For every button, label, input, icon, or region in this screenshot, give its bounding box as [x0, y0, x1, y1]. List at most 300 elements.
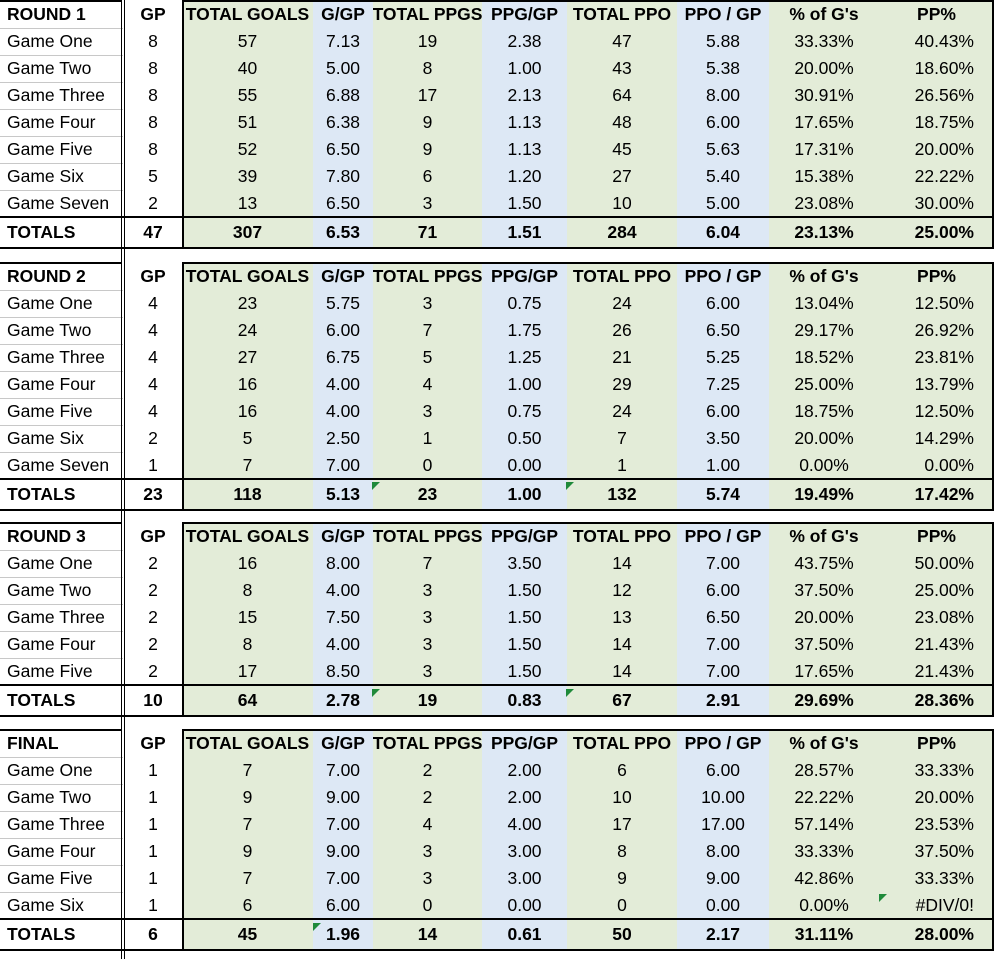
data-cell[interactable]: 4.00 [313, 398, 373, 425]
totals-cell[interactable]: 67 [567, 685, 677, 716]
data-cell[interactable]: 6.00 [677, 398, 769, 425]
game-label[interactable]: Game Five [0, 865, 124, 892]
column-header[interactable]: PPG/GP [482, 523, 567, 550]
data-cell[interactable]: 0.00 [482, 892, 567, 919]
data-cell[interactable]: 2 [124, 658, 182, 685]
data-cell[interactable]: 17.00 [677, 811, 769, 838]
data-cell[interactable]: 20.00% [769, 55, 879, 82]
data-cell[interactable]: 17 [182, 658, 313, 685]
data-cell[interactable]: 8 [124, 82, 182, 109]
data-cell[interactable]: 14.29% [879, 425, 994, 452]
data-cell[interactable]: 3 [373, 577, 482, 604]
data-cell[interactable]: 6.00 [313, 317, 373, 344]
totals-cell[interactable]: 50 [567, 919, 677, 950]
totals-cell[interactable]: 25.00% [879, 217, 994, 248]
totals-label[interactable]: TOTALS [0, 479, 124, 510]
data-cell[interactable]: 2.00 [482, 757, 567, 784]
data-cell[interactable]: 12.50% [879, 398, 994, 425]
data-cell[interactable]: 0 [373, 892, 482, 919]
data-cell[interactable]: 3 [373, 604, 482, 631]
totals-cell[interactable]: 1.00 [482, 479, 567, 510]
totals-label[interactable]: TOTALS [0, 685, 124, 716]
totals-cell[interactable]: 28.36% [879, 685, 994, 716]
data-cell[interactable]: 12 [567, 577, 677, 604]
data-cell[interactable]: 2.50 [313, 425, 373, 452]
data-cell[interactable]: 5 [182, 425, 313, 452]
data-cell[interactable]: 33.33% [879, 865, 994, 892]
column-header[interactable]: TOTAL PPGS [373, 263, 482, 290]
data-cell[interactable]: 14 [567, 658, 677, 685]
column-header[interactable]: PPO / GP [677, 730, 769, 757]
totals-cell[interactable]: 6.04 [677, 217, 769, 248]
totals-cell[interactable]: 307 [182, 217, 313, 248]
column-header[interactable]: TOTAL PPO [567, 523, 677, 550]
data-cell[interactable]: 8.00 [677, 82, 769, 109]
data-cell[interactable]: 26.92% [879, 317, 994, 344]
data-cell[interactable]: 43.75% [769, 550, 879, 577]
data-cell[interactable]: 1.00 [482, 371, 567, 398]
data-cell[interactable]: 9 [182, 838, 313, 865]
game-label[interactable]: Game Six [0, 163, 124, 190]
data-cell[interactable]: 3.00 [482, 838, 567, 865]
data-cell[interactable]: 0.00% [769, 892, 879, 919]
data-cell[interactable]: 52 [182, 136, 313, 163]
game-label[interactable]: Game Six [0, 425, 124, 452]
data-cell[interactable]: 1 [124, 865, 182, 892]
data-cell[interactable]: 7.13 [313, 28, 373, 55]
totals-cell[interactable]: 6.53 [313, 217, 373, 248]
column-header[interactable]: PP% [879, 1, 994, 28]
totals-cell[interactable]: 1.51 [482, 217, 567, 248]
data-cell[interactable]: 9.00 [677, 865, 769, 892]
data-cell[interactable]: 10.00 [677, 784, 769, 811]
data-cell[interactable]: 13.04% [769, 290, 879, 317]
column-header[interactable]: PP% [879, 263, 994, 290]
data-cell[interactable]: 23 [182, 290, 313, 317]
data-cell[interactable]: 25.00% [879, 577, 994, 604]
data-cell[interactable]: 29.17% [769, 317, 879, 344]
data-cell[interactable]: 19 [373, 28, 482, 55]
data-cell[interactable]: 4 [373, 371, 482, 398]
data-cell[interactable]: #DIV/0! [879, 892, 994, 919]
data-cell[interactable]: 30.91% [769, 82, 879, 109]
totals-cell[interactable]: 1.96 [313, 919, 373, 950]
data-cell[interactable]: 1.00 [677, 452, 769, 479]
data-cell[interactable]: 0.50 [482, 425, 567, 452]
data-cell[interactable]: 1.25 [482, 344, 567, 371]
data-cell[interactable]: 21.43% [879, 631, 994, 658]
data-cell[interactable]: 13.79% [879, 371, 994, 398]
data-cell[interactable]: 1 [124, 784, 182, 811]
game-label[interactable]: Game Five [0, 136, 124, 163]
data-cell[interactable]: 5.00 [677, 190, 769, 217]
data-cell[interactable]: 45 [567, 136, 677, 163]
data-cell[interactable]: 37.50% [879, 838, 994, 865]
data-cell[interactable]: 17 [567, 811, 677, 838]
column-header[interactable]: GP [124, 1, 182, 28]
data-cell[interactable]: 20.00% [879, 784, 994, 811]
data-cell[interactable]: 1.50 [482, 577, 567, 604]
data-cell[interactable]: 3 [373, 398, 482, 425]
data-cell[interactable]: 6.50 [313, 136, 373, 163]
data-cell[interactable]: 16 [182, 550, 313, 577]
data-cell[interactable]: 6.00 [313, 892, 373, 919]
game-label[interactable]: Game Seven [0, 452, 124, 479]
data-cell[interactable]: 1 [567, 452, 677, 479]
data-cell[interactable]: 2 [124, 425, 182, 452]
column-header[interactable]: TOTAL PPGS [373, 730, 482, 757]
data-cell[interactable]: 6 [373, 163, 482, 190]
data-cell[interactable]: 0.75 [482, 290, 567, 317]
data-cell[interactable]: 5.88 [677, 28, 769, 55]
data-cell[interactable]: 7.80 [313, 163, 373, 190]
data-cell[interactable]: 14 [567, 550, 677, 577]
data-cell[interactable]: 18.75% [879, 109, 994, 136]
column-header[interactable]: TOTAL GOALS [182, 1, 313, 28]
data-cell[interactable]: 37.50% [769, 577, 879, 604]
data-cell[interactable]: 15 [182, 604, 313, 631]
column-header[interactable]: G/GP [313, 730, 373, 757]
totals-cell[interactable]: 45 [182, 919, 313, 950]
column-header[interactable]: GP [124, 263, 182, 290]
data-cell[interactable]: 6 [567, 757, 677, 784]
data-cell[interactable]: 16 [182, 398, 313, 425]
column-header[interactable]: G/GP [313, 523, 373, 550]
data-cell[interactable]: 43 [567, 55, 677, 82]
game-label[interactable]: Game Four [0, 109, 124, 136]
data-cell[interactable]: 33.33% [769, 838, 879, 865]
totals-cell[interactable]: 28.00% [879, 919, 994, 950]
data-cell[interactable]: 1 [124, 811, 182, 838]
totals-cell[interactable]: 0.83 [482, 685, 567, 716]
totals-cell[interactable]: 2.78 [313, 685, 373, 716]
data-cell[interactable]: 27 [567, 163, 677, 190]
data-cell[interactable]: 0 [567, 892, 677, 919]
data-cell[interactable]: 3 [373, 838, 482, 865]
data-cell[interactable]: 1.50 [482, 604, 567, 631]
data-cell[interactable]: 4 [124, 344, 182, 371]
data-cell[interactable]: 2 [373, 784, 482, 811]
data-cell[interactable]: 1 [124, 838, 182, 865]
data-cell[interactable]: 3 [373, 631, 482, 658]
data-cell[interactable]: 5.40 [677, 163, 769, 190]
data-cell[interactable]: 0.00 [482, 452, 567, 479]
data-cell[interactable]: 0.75 [482, 398, 567, 425]
data-cell[interactable]: 8.00 [677, 838, 769, 865]
data-cell[interactable]: 24 [567, 290, 677, 317]
data-cell[interactable]: 14 [567, 631, 677, 658]
data-cell[interactable]: 40 [182, 55, 313, 82]
column-header[interactable]: G/GP [313, 263, 373, 290]
data-cell[interactable]: 21.43% [879, 658, 994, 685]
data-cell[interactable]: 3 [373, 865, 482, 892]
data-cell[interactable]: 30.00% [879, 190, 994, 217]
totals-cell[interactable]: 5.13 [313, 479, 373, 510]
data-cell[interactable]: 2 [373, 757, 482, 784]
data-cell[interactable]: 5 [373, 344, 482, 371]
data-cell[interactable]: 26.56% [879, 82, 994, 109]
column-header[interactable]: PPG/GP [482, 1, 567, 28]
data-cell[interactable]: 1.75 [482, 317, 567, 344]
data-cell[interactable]: 10 [567, 190, 677, 217]
totals-cell[interactable]: 17.42% [879, 479, 994, 510]
data-cell[interactable]: 7 [567, 425, 677, 452]
data-cell[interactable]: 3.50 [677, 425, 769, 452]
game-label[interactable]: Game One [0, 550, 124, 577]
data-cell[interactable]: 57 [182, 28, 313, 55]
data-cell[interactable]: 0.00% [879, 452, 994, 479]
data-cell[interactable]: 9.00 [313, 838, 373, 865]
column-header[interactable]: PP% [879, 730, 994, 757]
data-cell[interactable]: 1.13 [482, 136, 567, 163]
data-cell[interactable]: 1.13 [482, 109, 567, 136]
game-label[interactable]: Game Three [0, 811, 124, 838]
data-cell[interactable]: 24 [182, 317, 313, 344]
data-cell[interactable]: 4.00 [313, 631, 373, 658]
data-cell[interactable]: 40.43% [879, 28, 994, 55]
data-cell[interactable]: 2 [124, 604, 182, 631]
column-header[interactable]: % of G's [769, 1, 879, 28]
data-cell[interactable]: 7.50 [313, 604, 373, 631]
data-cell[interactable]: 4 [124, 290, 182, 317]
data-cell[interactable]: 0.00 [677, 892, 769, 919]
section-title[interactable]: ROUND 2 [0, 263, 124, 290]
game-label[interactable]: Game Six [0, 892, 124, 919]
totals-cell[interactable]: 10 [124, 685, 182, 716]
game-label[interactable]: Game One [0, 757, 124, 784]
data-cell[interactable]: 23.81% [879, 344, 994, 371]
game-label[interactable]: Game Four [0, 838, 124, 865]
column-header[interactable]: TOTAL PPGS [373, 523, 482, 550]
totals-cell[interactable]: 5.74 [677, 479, 769, 510]
data-cell[interactable]: 4 [124, 398, 182, 425]
column-header[interactable]: TOTAL PPO [567, 730, 677, 757]
game-label[interactable]: Game Two [0, 317, 124, 344]
data-cell[interactable]: 4 [124, 371, 182, 398]
game-label[interactable]: Game Five [0, 398, 124, 425]
data-cell[interactable]: 4 [373, 811, 482, 838]
data-cell[interactable]: 51 [182, 109, 313, 136]
game-label[interactable]: Game Four [0, 631, 124, 658]
data-cell[interactable]: 24 [567, 398, 677, 425]
column-header[interactable]: PPG/GP [482, 730, 567, 757]
data-cell[interactable]: 0.00% [769, 452, 879, 479]
game-label[interactable]: Game Three [0, 82, 124, 109]
totals-cell[interactable]: 71 [373, 217, 482, 248]
column-header[interactable]: TOTAL PPGS [373, 1, 482, 28]
data-cell[interactable]: 2.38 [482, 28, 567, 55]
data-cell[interactable]: 20.00% [879, 136, 994, 163]
game-label[interactable]: Game Seven [0, 190, 124, 217]
data-cell[interactable]: 5.25 [677, 344, 769, 371]
data-cell[interactable]: 33.33% [879, 757, 994, 784]
totals-cell[interactable]: 19 [373, 685, 482, 716]
data-cell[interactable]: 7 [373, 550, 482, 577]
data-cell[interactable]: 7.00 [677, 550, 769, 577]
section-title[interactable]: ROUND 1 [0, 1, 124, 28]
data-cell[interactable]: 7.00 [313, 811, 373, 838]
data-cell[interactable]: 12.50% [879, 290, 994, 317]
data-cell[interactable]: 7.00 [313, 757, 373, 784]
data-cell[interactable]: 1 [124, 452, 182, 479]
data-cell[interactable]: 8.00 [313, 550, 373, 577]
data-cell[interactable]: 15.38% [769, 163, 879, 190]
data-cell[interactable]: 7.00 [313, 452, 373, 479]
data-cell[interactable]: 4.00 [313, 371, 373, 398]
data-cell[interactable]: 7 [182, 865, 313, 892]
data-cell[interactable]: 37.50% [769, 631, 879, 658]
data-cell[interactable]: 17.65% [769, 109, 879, 136]
data-cell[interactable]: 8 [567, 838, 677, 865]
totals-cell[interactable]: 14 [373, 919, 482, 950]
data-cell[interactable]: 2.00 [482, 784, 567, 811]
game-label[interactable]: Game Three [0, 344, 124, 371]
column-header[interactable]: % of G's [769, 730, 879, 757]
data-cell[interactable]: 2.13 [482, 82, 567, 109]
data-cell[interactable]: 18.52% [769, 344, 879, 371]
data-cell[interactable]: 3.50 [482, 550, 567, 577]
column-header[interactable]: PP% [879, 523, 994, 550]
column-header[interactable]: % of G's [769, 523, 879, 550]
column-header[interactable]: TOTAL GOALS [182, 263, 313, 290]
column-header[interactable]: % of G's [769, 263, 879, 290]
data-cell[interactable]: 48 [567, 109, 677, 136]
data-cell[interactable]: 6.50 [677, 317, 769, 344]
totals-cell[interactable]: 2.91 [677, 685, 769, 716]
totals-cell[interactable]: 23 [373, 479, 482, 510]
data-cell[interactable]: 8 [124, 55, 182, 82]
data-cell[interactable]: 50.00% [879, 550, 994, 577]
data-cell[interactable]: 23.08% [879, 604, 994, 631]
column-header[interactable]: GP [124, 523, 182, 550]
data-cell[interactable]: 8 [182, 631, 313, 658]
data-cell[interactable]: 1.50 [482, 631, 567, 658]
data-cell[interactable]: 6.00 [677, 290, 769, 317]
column-header[interactable]: GP [124, 730, 182, 757]
data-cell[interactable]: 7.25 [677, 371, 769, 398]
game-label[interactable]: Game Three [0, 604, 124, 631]
data-cell[interactable]: 2 [124, 577, 182, 604]
data-cell[interactable]: 6.75 [313, 344, 373, 371]
game-label[interactable]: Game Five [0, 658, 124, 685]
totals-cell[interactable]: 2.17 [677, 919, 769, 950]
data-cell[interactable]: 17.65% [769, 658, 879, 685]
data-cell[interactable]: 22.22% [769, 784, 879, 811]
data-cell[interactable]: 0 [373, 452, 482, 479]
game-label[interactable]: Game One [0, 290, 124, 317]
data-cell[interactable]: 18.60% [879, 55, 994, 82]
data-cell[interactable]: 27 [182, 344, 313, 371]
game-label[interactable]: Game One [0, 28, 124, 55]
column-header[interactable]: TOTAL PPO [567, 263, 677, 290]
column-header[interactable]: TOTAL GOALS [182, 523, 313, 550]
data-cell[interactable]: 47 [567, 28, 677, 55]
totals-cell[interactable]: 6 [124, 919, 182, 950]
data-cell[interactable]: 5.63 [677, 136, 769, 163]
data-cell[interactable]: 6.00 [677, 757, 769, 784]
totals-cell[interactable]: 132 [567, 479, 677, 510]
data-cell[interactable]: 1.50 [482, 658, 567, 685]
totals-cell[interactable]: 284 [567, 217, 677, 248]
totals-label[interactable]: TOTALS [0, 217, 124, 248]
data-cell[interactable]: 7 [373, 317, 482, 344]
column-header[interactable]: TOTAL PPO [567, 1, 677, 28]
totals-cell[interactable]: 19.49% [769, 479, 879, 510]
data-cell[interactable]: 9 [567, 865, 677, 892]
column-header[interactable]: PPO / GP [677, 523, 769, 550]
data-cell[interactable]: 23.08% [769, 190, 879, 217]
data-cell[interactable]: 7 [182, 757, 313, 784]
data-cell[interactable]: 6.00 [677, 109, 769, 136]
column-header[interactable]: PPO / GP [677, 263, 769, 290]
data-cell[interactable]: 20.00% [769, 425, 879, 452]
data-cell[interactable]: 4.00 [313, 577, 373, 604]
data-cell[interactable]: 7.00 [677, 658, 769, 685]
column-header[interactable]: G/GP [313, 1, 373, 28]
data-cell[interactable]: 9 [182, 784, 313, 811]
data-cell[interactable]: 18.75% [769, 398, 879, 425]
data-cell[interactable]: 1.50 [482, 190, 567, 217]
data-cell[interactable]: 5.75 [313, 290, 373, 317]
data-cell[interactable]: 6.50 [677, 604, 769, 631]
data-cell[interactable]: 22.22% [879, 163, 994, 190]
data-cell[interactable]: 28.57% [769, 757, 879, 784]
data-cell[interactable]: 9.00 [313, 784, 373, 811]
totals-cell[interactable]: 29.69% [769, 685, 879, 716]
data-cell[interactable]: 8 [124, 109, 182, 136]
data-cell[interactable]: 55 [182, 82, 313, 109]
data-cell[interactable]: 8 [124, 136, 182, 163]
data-cell[interactable]: 29 [567, 371, 677, 398]
totals-cell[interactable]: 64 [182, 685, 313, 716]
data-cell[interactable]: 7.00 [677, 631, 769, 658]
data-cell[interactable]: 2 [124, 190, 182, 217]
data-cell[interactable]: 25.00% [769, 371, 879, 398]
data-cell[interactable]: 1 [373, 425, 482, 452]
column-header[interactable]: PPO / GP [677, 1, 769, 28]
data-cell[interactable]: 3 [373, 658, 482, 685]
data-cell[interactable]: 1 [124, 757, 182, 784]
column-header[interactable]: TOTAL GOALS [182, 730, 313, 757]
data-cell[interactable]: 3 [373, 290, 482, 317]
data-cell[interactable]: 10 [567, 784, 677, 811]
data-cell[interactable]: 1.00 [482, 55, 567, 82]
data-cell[interactable]: 20.00% [769, 604, 879, 631]
totals-cell[interactable]: 0.61 [482, 919, 567, 950]
data-cell[interactable]: 57.14% [769, 811, 879, 838]
column-header[interactable]: PPG/GP [482, 263, 567, 290]
data-cell[interactable]: 1.20 [482, 163, 567, 190]
data-cell[interactable]: 1 [124, 892, 182, 919]
totals-cell[interactable]: 23.13% [769, 217, 879, 248]
section-title[interactable]: FINAL [0, 730, 124, 757]
data-cell[interactable]: 5.00 [313, 55, 373, 82]
data-cell[interactable]: 5 [124, 163, 182, 190]
data-cell[interactable]: 5.38 [677, 55, 769, 82]
section-title[interactable]: ROUND 3 [0, 523, 124, 550]
data-cell[interactable]: 8 [124, 28, 182, 55]
totals-label[interactable]: TOTALS [0, 919, 124, 950]
data-cell[interactable]: 6.38 [313, 109, 373, 136]
data-cell[interactable]: 42.86% [769, 865, 879, 892]
game-label[interactable]: Game Two [0, 784, 124, 811]
data-cell[interactable]: 8 [182, 577, 313, 604]
totals-cell[interactable]: 118 [182, 479, 313, 510]
data-cell[interactable]: 6 [182, 892, 313, 919]
data-cell[interactable]: 8 [373, 55, 482, 82]
data-cell[interactable]: 64 [567, 82, 677, 109]
data-cell[interactable]: 13 [182, 190, 313, 217]
